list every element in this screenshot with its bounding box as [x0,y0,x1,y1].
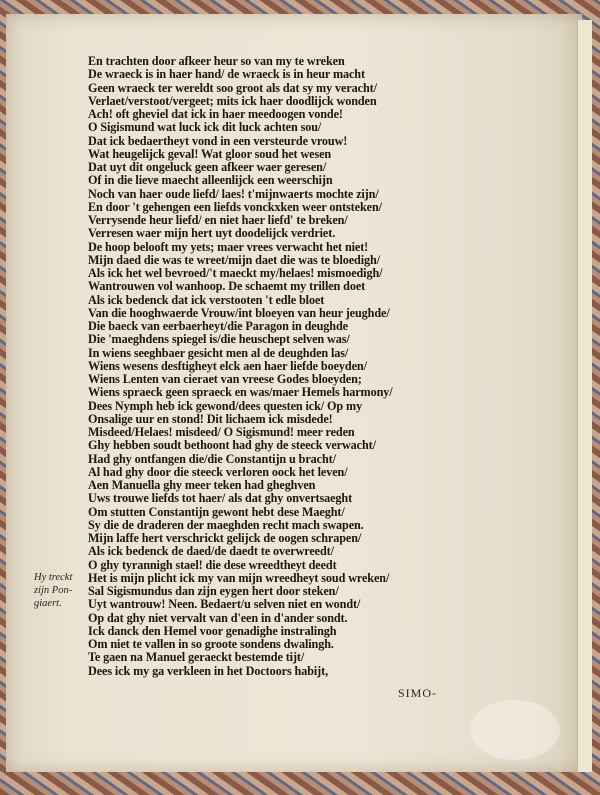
verse-line: Sy die de draderen der maeghden recht mach swapen. [88,517,364,532]
verse-line: Om stutten Constantijn gewont hebt dese Maeght/ [88,504,345,519]
verse-line: Ick danck den Hemel voor genadighe instralingh [88,623,337,638]
verse-line: Te gaen na Manuel geraeckt bestemde tijt/ [88,650,305,665]
page-edge [577,20,592,772]
verse-line: O ghy tyrannigh stael! die dese wreedtheyt deedt [88,557,337,572]
verse-line: Verlaet/verstoot/vergeet; mits ick haer doodlijck wonden [88,93,377,108]
verse-line: Dat ick bedaertheyt vond in een versteurde vrouw! [88,133,348,148]
verse-line: Noch van haer oude liefd/ laes! t'mijnwaerts mochte zijn/ [88,186,379,201]
verse-line: In wiens seeghbaer gesicht men al de deughden las/ [88,345,349,360]
margin-note-line: Hy treckt [34,572,73,583]
verse-line: Onsalige uur en stond! Dit lichaem ick misdede! [88,411,333,426]
verse-line: Sal Sigismundus dan zijn eygen hert door steken/ [88,584,339,598]
verse-line: Dat uyt dit ongeluck geen afkeer waer geresen/ [88,160,327,174]
verse-line: Wantrouwen vol wanhoop. De schaemt my trillen doet [88,279,366,294]
verse-line: Van die hooghwaerde Vrouw/int bloeyen van heur jeughde/ [88,305,390,320]
verse-line: Dees Nymph heb ick gewond/dees questen ick/ Op my [88,398,363,413]
verse-line: Wiens Lenten van cieraet van vreese Godes bloeyden; [88,372,362,386]
verse-line: Misdeed/Helaes! misdeed/ O Sigismund! meer reden [88,425,355,439]
verse-line: Aen Manuella ghy meer teken had gheghven [88,478,316,492]
verse-line: De wraeck is in haer hand/ de wraeck is in heur macht [88,67,365,82]
verse-line: Het is mijn plicht ick my van mijn wreedheyt soud wreken/ [88,570,390,585]
verse-line: Wiens spraeck geen spraeck en was/maer Hemels harmony/ [88,385,393,400]
verse-line: Verrysende heur liefd/ en niet haer liefd' te breken/ [88,213,348,227]
verse-line: Ach! oft gheviel dat ick in haer meedoogen vonde! [88,107,343,121]
verse-line: Dees ick my ga verkleen in het Doctoors habijt, [88,663,329,678]
margin-note-line: giaert. [34,598,62,609]
verse-line: Op dat ghy niet vervalt van d'een in d'ander sondt. [88,610,348,625]
margin-note [34,571,72,610]
verse-line: Geen wraeck ter wereldt soo groot als dat sy my veracht/ [88,80,377,95]
verse-line: Mijn daed die was te wreet/mijn daet die was te bloedigh/ [88,252,380,267]
verse-line: Als ick bedenck dat ick verstooten 't edle bloet [88,292,325,307]
verse-line: Wat heugelijck geval! Wat gloor soud het wesen [88,146,332,161]
verse-line: Had ghy ontfangen die/die Constantijn u bracht/ [88,451,336,466]
catchword: SIMO- [398,686,438,700]
verse-line: O Sigismund wat luck ick dit luck achten sou/ [88,120,322,135]
verse-text [88,55,393,678]
verse-line: Ghy hebben soudt bethoont had ghy de steeck verwacht/ [88,438,376,453]
verse-line: Als ick bedenck de daed/de daedt te overwreedt/ [88,544,334,559]
verse-line: Mijn laffe hert verschrickt gelijck de oogen schrapen/ [88,531,362,545]
verse-line: Uyt wantrouw! Neen. Bedaert/u selven niet en wondt/ [88,597,361,612]
verse-line: Al had ghy door die steeck verloren oock het leven/ [88,464,348,479]
verse-line: Die baeck van eerbaerheyt/die Paragon in deughde [88,319,348,333]
verse-line: De hoop belooft my yets; maer vrees verwacht het niet! [88,239,369,254]
verse-line: Uws trouwe liefds tot haer/ als dat ghy onvertsaeght [88,491,353,506]
verse-line: Of in die lieve maecht alleenlijck een weerschijn [88,173,333,188]
paper-stain [470,700,560,760]
verse-line: Om niet te vallen in so groote sondens dwalingh. [88,637,334,651]
verse-line: En door 't gehengen een liefds vonckxken weer ontsteken/ [88,199,382,214]
verse-line: Die 'maeghdens spiegel is/die heuschept selven was/ [88,332,350,347]
verse-line: Als ick het wel bevroed/'t maeckt my/helaes! mismoedigh/ [88,266,383,280]
verse-line: Verresen waer mijn hert uyt doodelijck verdriet. [88,226,336,241]
verse-line: En trachten door afkeer heur so van my te wreken [88,54,345,68]
verse-line: Wiens wesens desftigheyt elck aen haer liefde boeyden/ [88,358,367,373]
margin-note-line: zijn Pon- [34,585,73,596]
